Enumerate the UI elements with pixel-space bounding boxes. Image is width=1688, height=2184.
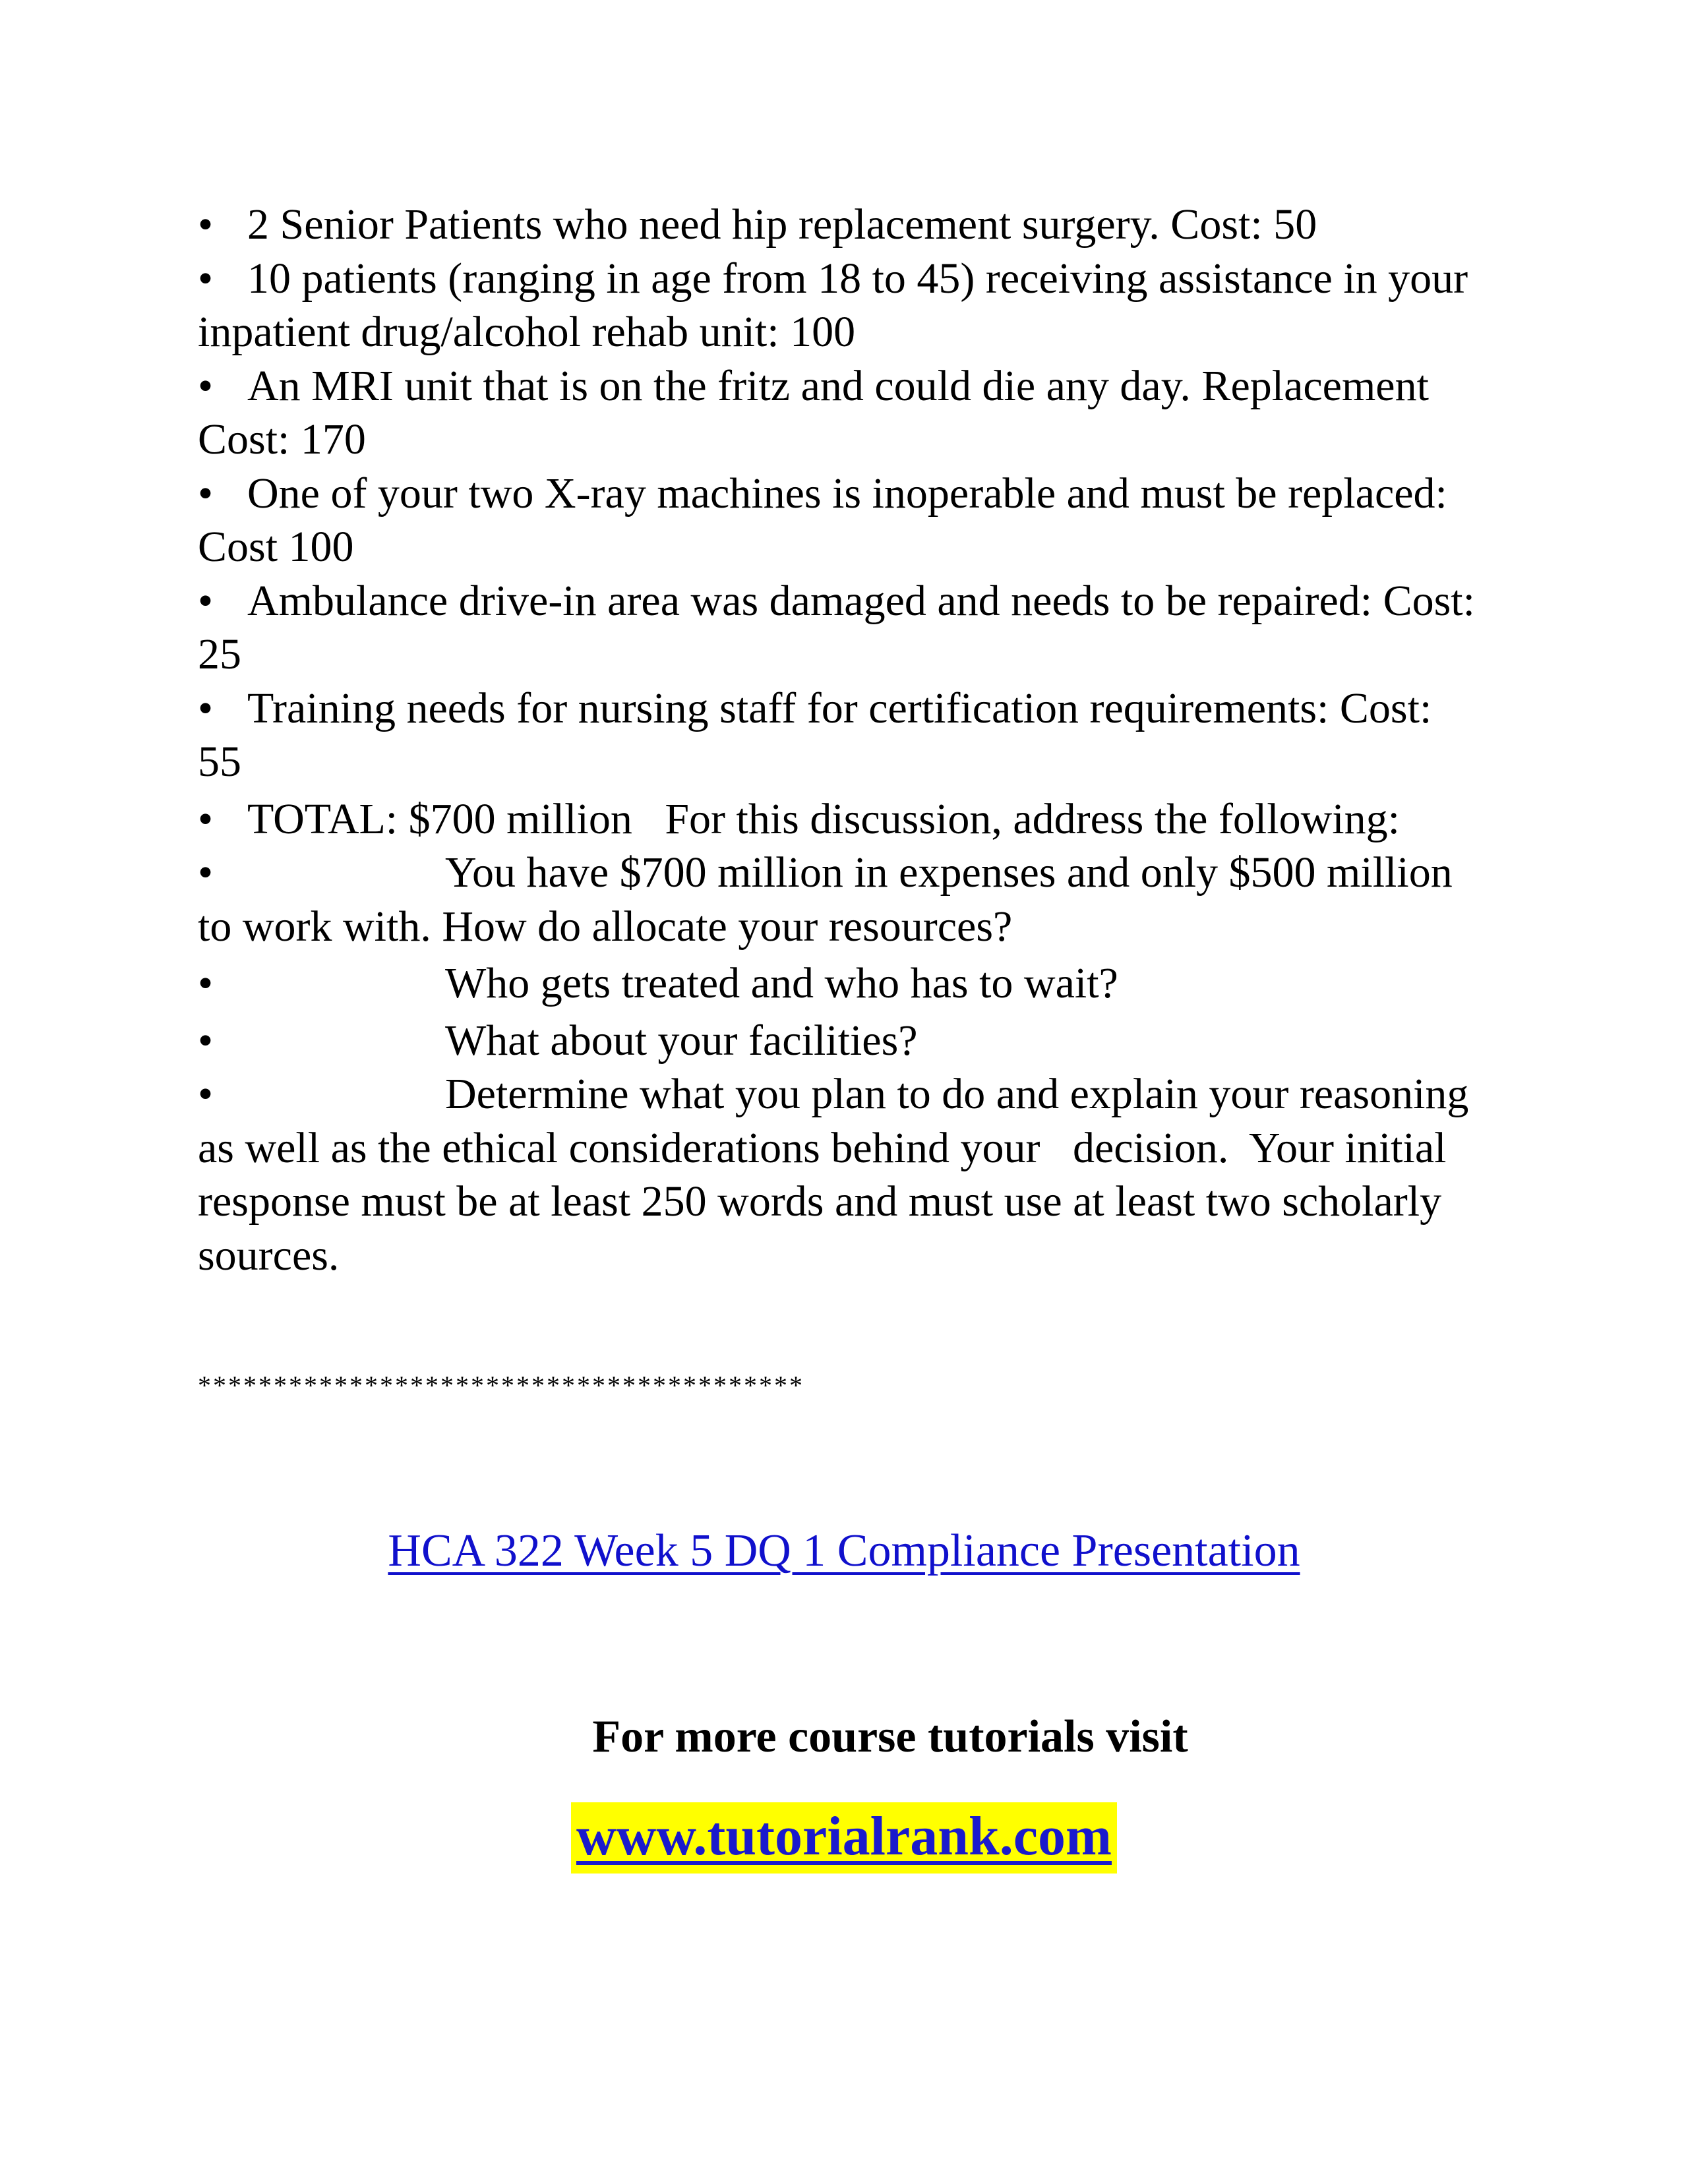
question-text: You have $700 million in expenses and only $500 million <box>445 848 1453 897</box>
list-item-continuation: Cost 100 <box>198 523 354 571</box>
bullet: • <box>198 684 214 732</box>
site-link[interactable]: www.tutorialrank.com <box>576 1806 1112 1867</box>
list-item <box>198 574 1523 628</box>
list-item-text: TOTAL: $700 million For this discussion, address the following: <box>247 794 1400 843</box>
site-link-line <box>0 1802 1688 1885</box>
question-continuation: as well as the ethical considerations behind your decision. Your initial <box>198 1123 1447 1172</box>
question-item <box>198 1014 1523 1068</box>
question-text: Determine what you plan to do and explain your reasoning <box>445 1070 1469 1118</box>
list-item <box>198 792 1523 846</box>
site-highlight <box>571 1802 1117 1874</box>
question-item <box>198 1067 1523 1121</box>
question-continuation: sources. <box>198 1231 340 1280</box>
separator-asterisks: **************************************** <box>198 1371 804 1400</box>
bullet: • <box>198 1016 214 1065</box>
question-continuation: response must be at least 250 words and must use at least two scholarly <box>198 1177 1442 1225</box>
list-item-text: One of your two X-ray machines is inoperable and must be replaced: <box>247 469 1447 517</box>
bullet: • <box>198 469 214 517</box>
list-item-text: An MRI unit that is on the fritz and could die any day. Replacement <box>247 361 1429 410</box>
question-continuation: to work with. How do allocate your resources? <box>198 902 1013 951</box>
list-item-text: 2 Senior Patients who need hip replacement surgery. Cost: 50 <box>247 200 1317 249</box>
question-item <box>198 957 1523 1011</box>
bullet: • <box>198 848 214 897</box>
list-item-continuation: 25 <box>198 630 241 678</box>
bullet: • <box>198 254 214 303</box>
list-item-text: Training needs for nursing staff for certification requirements: Cost: <box>247 684 1432 732</box>
list-item <box>198 682 1523 736</box>
bullet: • <box>198 1070 214 1118</box>
next-tutorial-link[interactable]: HCA 322 Week 5 DQ 1 Compliance Presentation <box>388 1525 1300 1576</box>
bullet: • <box>198 794 214 843</box>
question-text: Who gets treated and who has to wait? <box>445 959 1118 1007</box>
promo-text: For more course tutorials visit <box>592 1711 1188 1762</box>
list-item-continuation: inpatient drug/alcohol rehab unit: 100 <box>198 308 856 356</box>
list-item-continuation: Cost: 170 <box>198 415 366 463</box>
body-text <box>198 198 1523 1282</box>
bullet: • <box>198 361 214 410</box>
bullet: • <box>198 576 214 625</box>
list-item <box>198 252 1523 306</box>
bullet: • <box>198 959 214 1007</box>
bullet: • <box>198 200 214 249</box>
question-text: What about your facilities? <box>445 1016 918 1065</box>
next-link-line <box>0 1521 1688 1581</box>
list-item <box>198 198 1523 252</box>
list-item-text: Ambulance drive-in area was damaged and needs to be repaired: Cost: <box>247 576 1475 625</box>
question-item <box>198 846 1523 900</box>
list-item-text: 10 patients (ranging in age from 18 to 45) receiving assistance in your <box>247 254 1468 303</box>
list-item <box>198 359 1523 413</box>
list-item-continuation: 55 <box>198 738 241 786</box>
list-item <box>198 467 1523 521</box>
